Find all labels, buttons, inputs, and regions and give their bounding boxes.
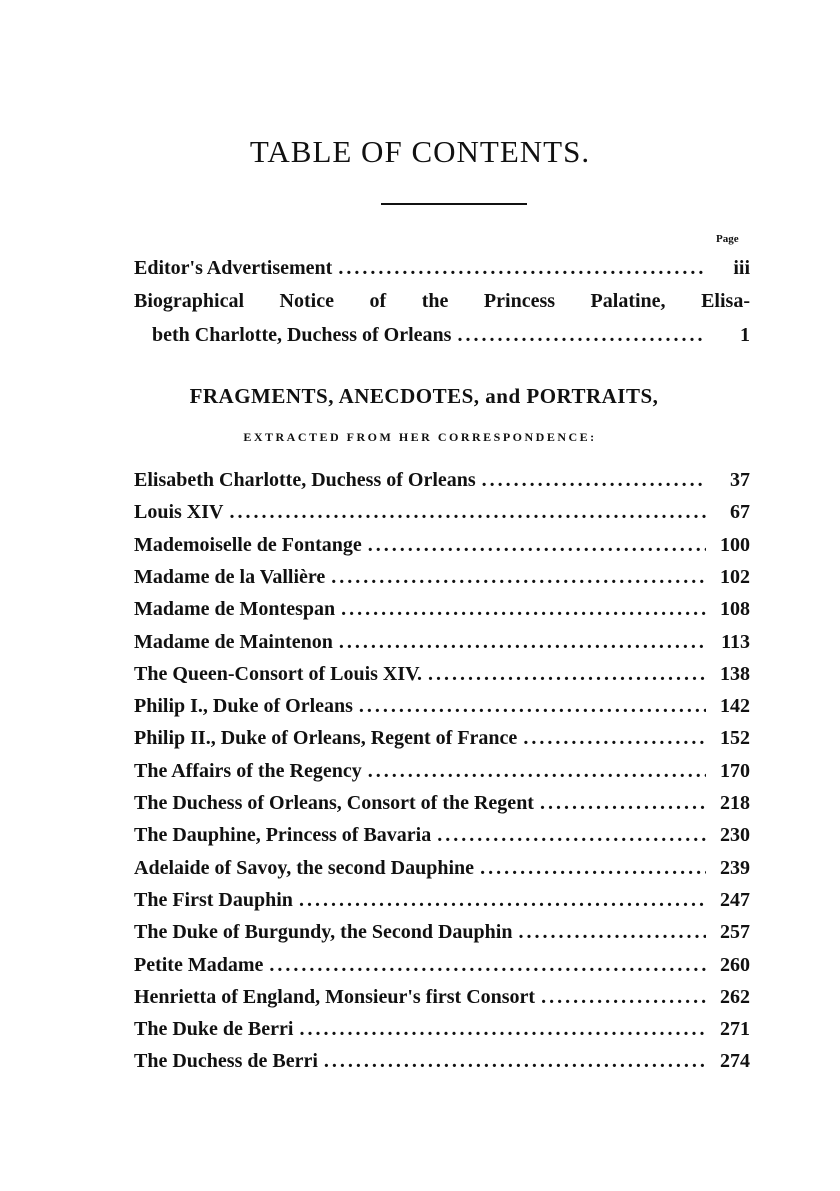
toc-entry[interactable] xyxy=(134,986,750,1016)
entry-page: 274 xyxy=(720,1050,750,1073)
entry-title: The Duke de Berri xyxy=(134,1018,294,1041)
entry-page: 37 xyxy=(730,469,750,491)
leader-dots xyxy=(480,857,706,880)
entry-title: Philip I., Duke of Orleans xyxy=(134,695,353,718)
toc-entry[interactable] xyxy=(134,534,750,564)
entry-title: Madame de Maintenon xyxy=(134,630,333,653)
entry-page: 152 xyxy=(720,727,750,750)
toc-entry[interactable] xyxy=(134,727,750,757)
toc-entry[interactable] xyxy=(134,1050,750,1080)
entry-title: The Duke of Burgundy, the Second Dauphin xyxy=(134,921,513,944)
title-rule xyxy=(381,203,527,205)
leader-dots xyxy=(339,631,706,654)
toc-entry[interactable] xyxy=(134,760,750,790)
entry-page: 271 xyxy=(720,1018,750,1041)
leader-dots xyxy=(324,1050,706,1073)
entry-page: 230 xyxy=(720,824,750,847)
entry-title: Louis XIV xyxy=(134,501,224,524)
toc-entry[interactable] xyxy=(134,954,750,984)
entry-page: 142 xyxy=(720,695,750,718)
leader-dots xyxy=(437,824,706,847)
entry-title: Madame de la Vallière xyxy=(134,565,326,588)
entry-title: Henrietta of England, Monsieur's first Consort xyxy=(134,985,536,1008)
leader-dots xyxy=(368,760,706,783)
toc-entry-editors-advertisement[interactable] xyxy=(134,257,750,287)
entry-title: The Dauphine, Princess of Bavaria xyxy=(134,824,432,847)
toc-entry[interactable] xyxy=(134,663,750,693)
section-subheading: EXTRACTED FROM HER CORRESPONDENCE: xyxy=(243,430,597,444)
leader-dots xyxy=(368,534,706,557)
entry-title: beth Charlotte, Duchess of Orleans xyxy=(152,324,452,346)
leader-dots xyxy=(457,324,706,347)
leader-dots xyxy=(541,986,706,1009)
entry-page: 247 xyxy=(720,888,750,911)
entry-page: 218 xyxy=(720,792,750,814)
toc-entry[interactable] xyxy=(134,792,750,822)
entry-page: iii xyxy=(733,257,750,279)
toc-entry-biographical-notice[interactable] xyxy=(152,324,750,354)
entry-title: Madame de Montespan xyxy=(134,598,336,621)
entry-title: The Affairs of the Regency xyxy=(134,759,362,782)
entry-page: 108 xyxy=(720,598,750,621)
entry-title: Editor's Advertisement xyxy=(134,257,333,279)
entry-title: Mademoiselle de Fontange xyxy=(134,533,362,556)
entry-title: Petite Madame xyxy=(134,953,264,976)
page-column-label: Page xyxy=(716,233,739,245)
entry-page: 102 xyxy=(720,565,750,588)
entry-page: 67 xyxy=(730,501,750,524)
leader-dots xyxy=(269,954,706,977)
entry-page: 260 xyxy=(720,953,750,976)
toc-entry[interactable] xyxy=(134,598,750,628)
entry-page: 100 xyxy=(720,533,750,556)
toc-entry[interactable] xyxy=(134,631,750,661)
toc-entry[interactable] xyxy=(134,1018,750,1048)
leader-dots xyxy=(428,663,706,686)
leader-dots xyxy=(338,257,706,280)
toc-entry[interactable] xyxy=(134,469,750,499)
leader-dots xyxy=(229,501,706,524)
entry-title: Philip II., Duke of Orleans, Regent of France xyxy=(134,727,518,750)
page-title: TABLE OF CONTENTS. xyxy=(249,133,591,169)
entry-page: 170 xyxy=(720,759,750,782)
leader-dots xyxy=(482,469,706,492)
leader-dots xyxy=(341,598,706,621)
entry-page: 113 xyxy=(721,630,750,653)
leader-dots xyxy=(331,566,706,589)
entry-title: The Duchess of Orleans, Consort of the Regent xyxy=(134,792,534,814)
entry-page: 262 xyxy=(720,985,750,1008)
leader-dots xyxy=(540,792,706,815)
leader-dots xyxy=(518,921,706,944)
entry-title: The Queen-Consort of Louis XIV. xyxy=(134,662,422,685)
toc-entry[interactable] xyxy=(134,566,750,596)
toc-entry[interactable] xyxy=(134,695,750,725)
entry-page: 138 xyxy=(720,662,750,685)
leader-dots xyxy=(523,727,706,750)
leader-dots xyxy=(299,1018,706,1041)
toc-entry[interactable] xyxy=(134,921,750,951)
leader-dots xyxy=(359,695,706,718)
toc-entry[interactable] xyxy=(134,857,750,887)
entry-page: 1 xyxy=(740,324,750,346)
entry-title: The Duchess de Berri xyxy=(134,1050,318,1073)
toc-entry[interactable] xyxy=(134,824,750,854)
entry-page: 257 xyxy=(720,921,750,944)
section-heading: FRAGMENTS, ANECDOTES, and PORTRAITS, xyxy=(189,384,659,408)
entry-title: The First Dauphin xyxy=(134,888,293,911)
toc-entry[interactable] xyxy=(134,889,750,919)
biographical-notice-line1[interactable]: Biographical Notice of the Princess Palatine, Elisa- xyxy=(134,290,750,312)
entry-page: 239 xyxy=(720,856,750,879)
entry-title: Elisabeth Charlotte, Duchess of Orleans xyxy=(134,469,476,491)
leader-dots xyxy=(299,889,706,912)
toc-entry[interactable] xyxy=(134,501,750,531)
entry-title: Adelaide of Savoy, the second Dauphine xyxy=(134,856,475,879)
